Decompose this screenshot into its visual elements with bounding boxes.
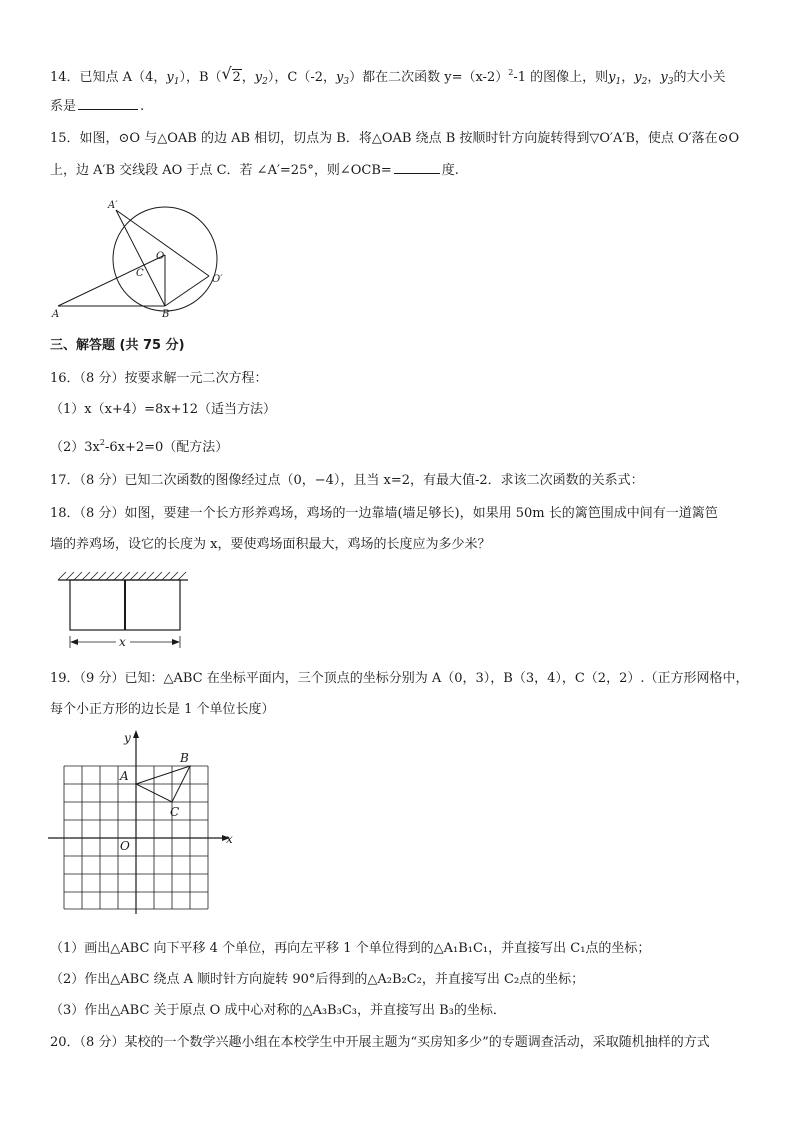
q18-chicken-coop-figure [56, 570, 192, 652]
section-title: 三、解答题 (共 75 分) [50, 338, 185, 353]
label-x: x [226, 832, 233, 846]
label-a: A [120, 769, 129, 783]
q19-part2: （2）作出△ABC 绕点 A 顺时针方向旋转 90°后得到的△A₂B₂C₂，并直接写出 C₂点的坐标； [50, 972, 585, 987]
arrow-right-head [172, 639, 180, 645]
label-c: C [170, 805, 180, 819]
q19-line2: 每个小正方形的边长是 1 个单位长度） [50, 702, 275, 717]
label-b: B [162, 309, 170, 320]
segment-a-prime-o-prime [116, 210, 209, 276]
answer-blank[interactable] [394, 161, 440, 174]
q19-coordinate-grid [44, 728, 244, 914]
q19-part3: （3）作出△ABC 关于原点 O 成中心对称的△A₃B₃C₃，并直接写出 B₃的坐标． [50, 1003, 506, 1018]
label-b: B [180, 751, 189, 765]
q17-text: 17．（8 分）已知二次函数的图像经过点（0，−4），且当 x=2，有最大值-2．求该二次函数的关系式： [50, 473, 644, 488]
answer-blank[interactable] [78, 97, 138, 110]
q19-line1: 19．（9 分）已知：△ABC 在坐标平面内，三个顶点的坐标分别为 A（0，3），B（3，4），C（2，2）.（正方形网格中， [50, 671, 749, 686]
q14-line1: 14．已知点 A（4，$y_1$），B（ √ 2，$y_2$），C（-2，$y_3$）都在二次函数 $y=(x-2)^2-1$ 的图像上，则$y_1$，$y_2$，$y_3$的大小关 [50, 64, 726, 87]
label-o: O [156, 251, 165, 262]
label-c: C [136, 268, 144, 279]
segment-ao [58, 255, 165, 306]
q20-line1: 20．（8 分）某校的一个数学兴趣小组在本校学生中开展主题为“买房知多少”的专题调查活动，采取随机抽样的方式 [50, 1035, 710, 1050]
q15-circle-figure [48, 196, 248, 320]
segment-o-prime-b [165, 276, 209, 306]
wall-hatching [58, 572, 186, 580]
label-o: O [120, 839, 130, 853]
q15-line1: 15．如图，⊙O 与△OAB 的边 AB 相切，切点为 B．将△OAB 绕点 B 按顺时针方向旋转得到▽O′A′B，使点 O′落在⊙O [50, 131, 740, 146]
label-x: x [119, 635, 126, 649]
q15-line2: 上，边 A′B 交线段 AO 于点 C．若 ∠A′=25°，则∠OCB= 度. [50, 163, 459, 178]
q16-part2: $(2)3x^2-6x+2=0$（配方法） [50, 438, 229, 455]
sqrt-expression: √ 2 [221, 64, 241, 85]
label-a: A [52, 309, 60, 320]
y-axis-arrow [133, 730, 139, 738]
label-a-prime: A′ [108, 200, 118, 211]
arrow-left-head [70, 639, 78, 645]
q14-line2: 系是 . [50, 99, 145, 114]
label-o-prime: O′ [212, 274, 223, 285]
q16-part1: （1）x（x+4）=8x+12（适当方法） [50, 402, 277, 417]
q16-stem: 16．（8 分）按要求解一元二次方程： [50, 371, 268, 386]
q18-line1: 18．（8 分）如图，要建一个长方形养鸡场，鸡场的一边靠墙(墙足够长)，如果用 50m 长的篱笆围成中间有一道篱笆 [50, 506, 718, 521]
q19-part1: （1）画出△ABC 向下平移 4 个单位，再向左平移 1 个单位得到的△A₁B₁C₁，并直接写出 C₁点的坐标； [50, 941, 651, 956]
q18-line2: 墙的养鸡场，设它的长度为 x，要使鸡场面积最大，鸡场的长度应为多少米？ [50, 537, 491, 552]
label-y: y [124, 731, 131, 745]
